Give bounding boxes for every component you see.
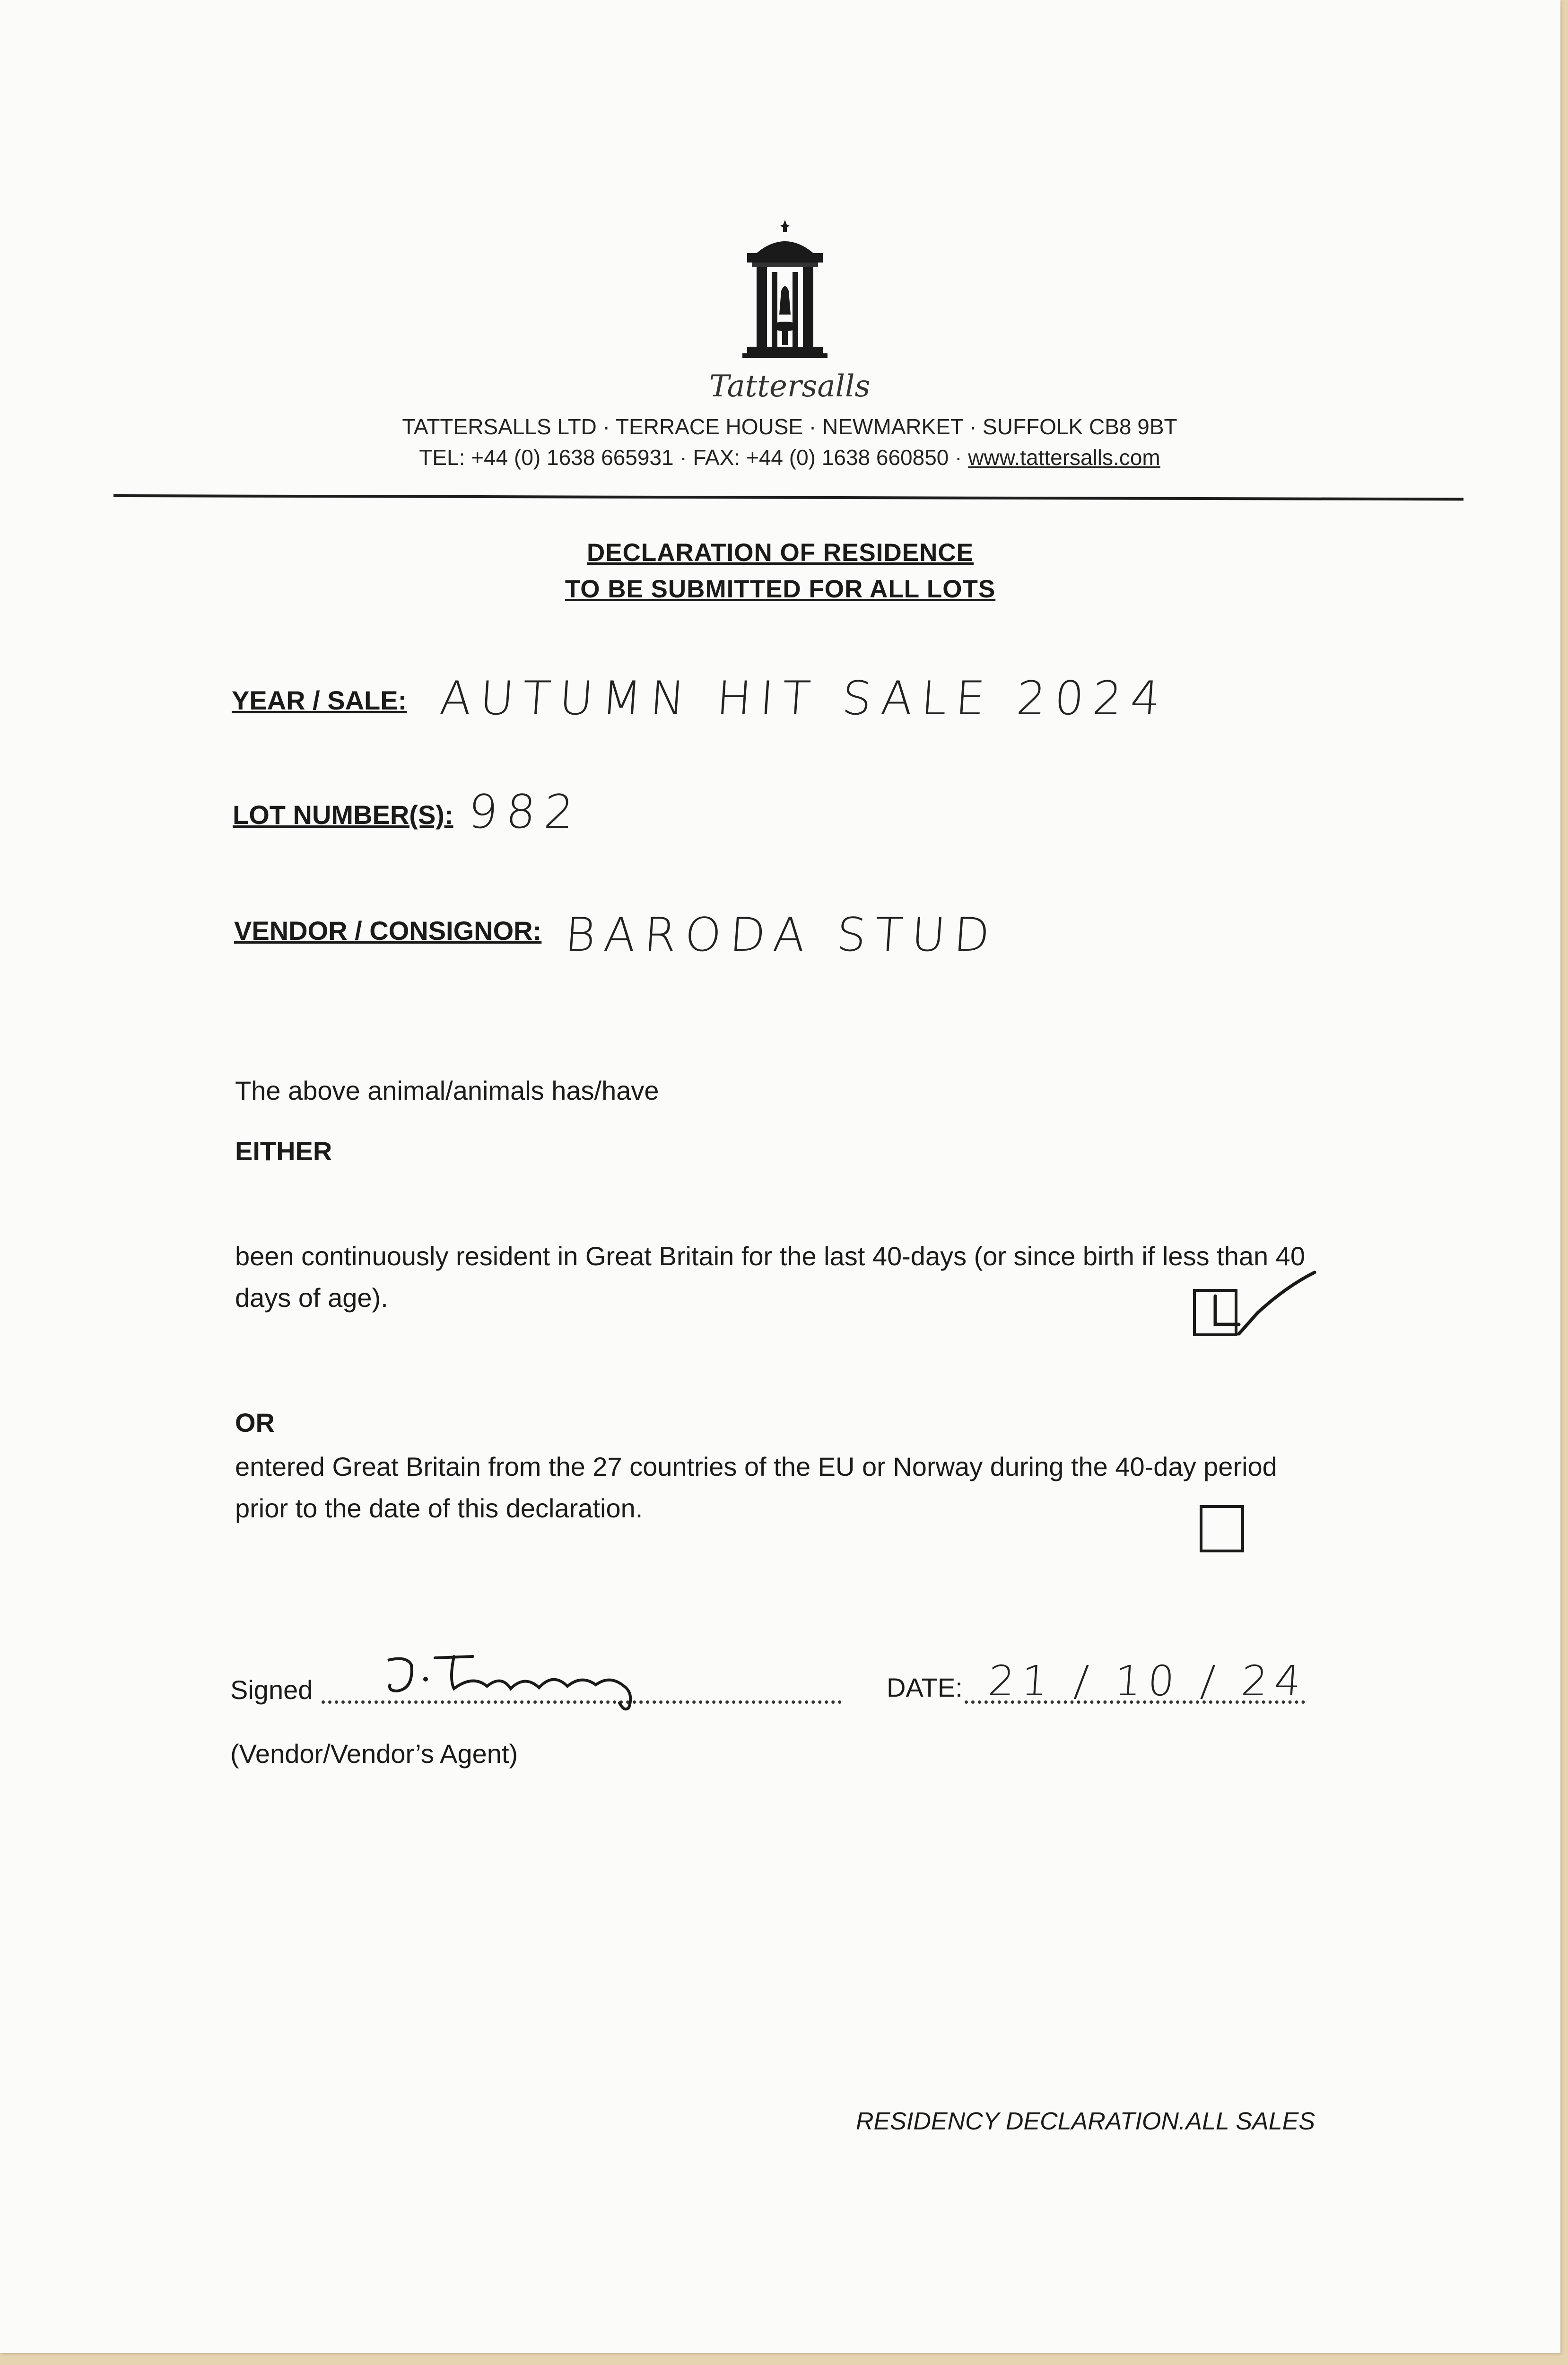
vendor-value[interactable]: BARODA STUD [563,908,1000,962]
year-sale-value[interactable]: AUTUMN HIT SALE 2024 [438,672,1171,726]
signature-scribble [378,1646,681,1712]
vendor-agent-label: (Vendor/Vendor’s Agent) [230,1739,518,1769]
vendor-label: VENDOR / CONSIGNOR: [234,916,542,946]
footer-reference: RESIDENCY DECLARATION.ALL SALES [856,2108,1315,2135]
lot-number-label: LOT NUMBER(S): [233,800,453,830]
contact-numbers: TEL: +44 (0) 1638 665931 · FAX: +44 (0) 1638 660850 · [419,445,968,470]
contact-line [265,445,1315,470]
tattersalls-logo-icon [738,220,832,371]
date-value[interactable]: 21 / 10 / 24 [986,1656,1309,1705]
or-heading: OR [235,1408,275,1437]
brand-name: Tattersalls [709,369,871,404]
form-title: DECLARATION OF RESIDENCE [586,539,974,567]
intro-text: The above animal/animals has/have [235,1076,659,1105]
lot-number-value[interactable]: 982 [466,785,584,839]
option2-text: entered Great Britain from the 27 countries of the EU or Norway during the 40-day period prior to the date of this declaration. [235,1452,1277,1523]
year-sale-label: YEAR / SALE: [232,685,407,715]
date-label: DATE: [887,1673,963,1702]
either-heading: EITHER [235,1136,332,1166]
option1-text: been continuously resident in Great Britain for the last 40-days (or since birth if less than 40 days of age). [235,1241,1305,1313]
option2-checkbox[interactable] [1200,1505,1244,1552]
checkmark-icon [1196,1268,1319,1348]
website-link[interactable]: www.tattersalls.com [968,445,1160,470]
form-subtitle: TO BE SUBMITTED FOR ALL LOTS [565,575,996,603]
header-divider [113,494,1463,500]
address-line: TATTERSALLS LTD · TERRACE HOUSE · NEWMARKET · SUFFOLK CB8 9BT [402,414,1177,439]
signed-label: Signed [230,1675,313,1705]
